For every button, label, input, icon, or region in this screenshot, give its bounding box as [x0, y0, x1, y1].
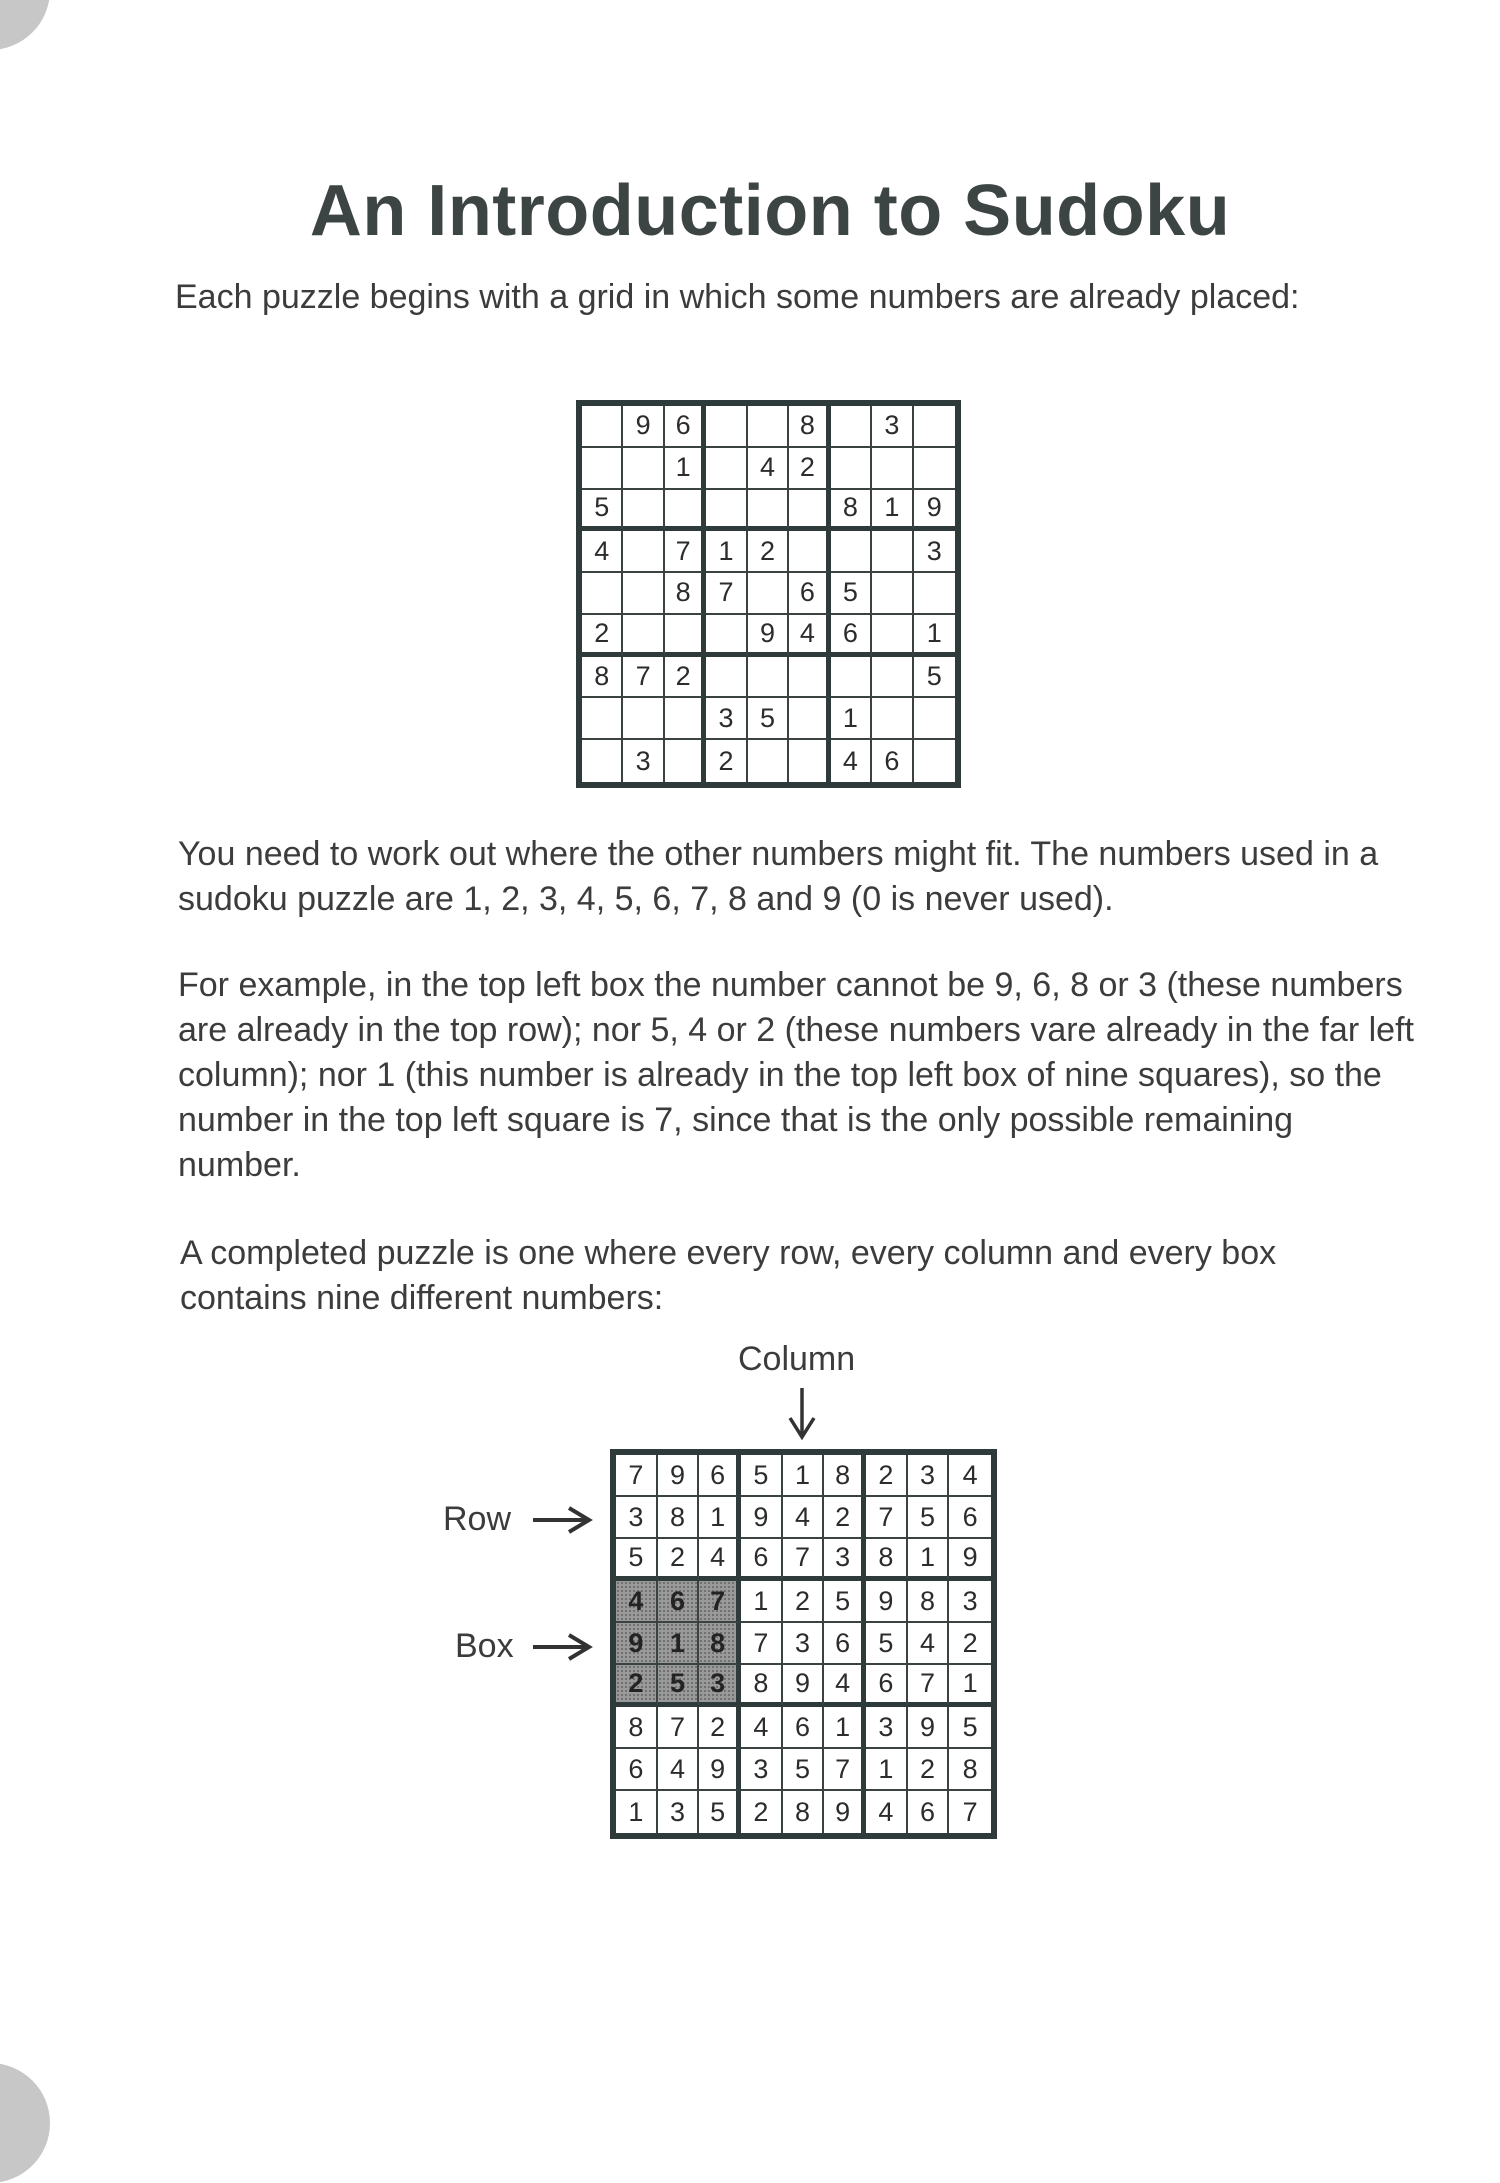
grid-cell: 1: [908, 1539, 950, 1581]
grid-cell: 1: [616, 1791, 658, 1833]
grid-cell: 7: [616, 1455, 658, 1497]
grid-cell: [872, 448, 913, 490]
grid-cell: 9: [748, 615, 789, 657]
grid-cell: 5: [748, 698, 789, 740]
grid-cell: 5: [949, 1707, 991, 1749]
grid-cell: 6: [866, 1665, 908, 1707]
grid-cell: 1: [665, 448, 706, 490]
grid-cell: 2: [866, 1455, 908, 1497]
grid-cell: 8: [908, 1581, 950, 1623]
grid-cell: 3: [949, 1581, 991, 1623]
grid-cell: 2: [748, 531, 789, 573]
grid-cell: 8: [831, 490, 872, 532]
intro-paragraph: Each puzzle begins with a grid in which some numbers are already placed:: [175, 278, 1300, 316]
grid-cell: 4: [908, 1623, 950, 1665]
grid-cell: 4: [949, 1455, 991, 1497]
puzzle-grid: [576, 400, 961, 788]
grid-cell: [623, 698, 664, 740]
grid-cell: 9: [866, 1581, 908, 1623]
page-corner-top-left: [0, 0, 50, 50]
grid-cell: [831, 657, 872, 699]
grid-cell: [872, 698, 913, 740]
grid-cell: 5: [908, 1497, 950, 1539]
grid-cell: 5: [866, 1623, 908, 1665]
grid-cell: 1: [824, 1707, 866, 1749]
grid-cell: [748, 406, 789, 448]
arrow-right-icon: [533, 1505, 593, 1535]
grid-cell: 5: [824, 1581, 866, 1623]
grid-cell: [831, 531, 872, 573]
grid-cell: [872, 657, 913, 699]
grid-cell: 4: [783, 1497, 825, 1539]
example-paragraph: For example, in the top left box the number cannot be 9, 6, 8 or 3 (these numbers are already in the top row); nor 5, 4 or 2 (these numbers vare already in the far left column); nor 1 (this number is already in the top left box of nine squares), so the number in the top left square is 7, since that is the only possible remaining number.: [178, 966, 1414, 1184]
grid-cell: 1: [914, 615, 955, 657]
grid-cell: 9: [616, 1623, 658, 1665]
grid-cell: 5: [699, 1791, 741, 1833]
grid-cell: [706, 490, 747, 532]
grid-cell: 4: [582, 531, 623, 573]
grid-cell: 7: [623, 657, 664, 699]
grid-cell: [914, 406, 955, 448]
grid-cell: 6: [831, 615, 872, 657]
grid-cell: 2: [616, 1665, 658, 1707]
grid-cell: [789, 531, 830, 573]
row-label: Row: [443, 1500, 512, 1538]
grid-cell: 1: [831, 698, 872, 740]
grid-cell: 5: [582, 490, 623, 532]
grid-cell: [623, 615, 664, 657]
grid-cell: 7: [783, 1539, 825, 1581]
grid-cell: 2: [949, 1623, 991, 1665]
grid-cell: 2: [783, 1581, 825, 1623]
grid-cell: 1: [706, 531, 747, 573]
grid-cell: 3: [706, 698, 747, 740]
grid-cell: 7: [824, 1749, 866, 1791]
grid-cell: [914, 448, 955, 490]
grid-cell: [748, 490, 789, 532]
grid-cell: 3: [616, 1497, 658, 1539]
grid-cell: 1: [949, 1665, 991, 1707]
grid-cell: 6: [789, 573, 830, 615]
page-title: An Introduction to Sudoku: [309, 171, 1231, 251]
grid-cell: 2: [741, 1791, 783, 1833]
grid-cell: 3: [824, 1539, 866, 1581]
grid-cell: 8: [665, 573, 706, 615]
grid-cell: [789, 740, 830, 782]
grid-cell: [914, 740, 955, 782]
grid-cell: 1: [872, 490, 913, 532]
grid-cell: 6: [665, 406, 706, 448]
grid-cell: 2: [658, 1539, 700, 1581]
solution-grid: [610, 1449, 997, 1839]
grid-cell: [706, 615, 747, 657]
grid-cell: 4: [616, 1581, 658, 1623]
grid-cell: [872, 615, 913, 657]
grid-cell: [914, 698, 955, 740]
grid-cell: 8: [866, 1539, 908, 1581]
page-corner-bottom-left: [0, 2063, 50, 2183]
grid-cell: 8: [741, 1665, 783, 1707]
grid-cell: 1: [658, 1623, 700, 1665]
grid-cell: 5: [914, 657, 955, 699]
grid-cell: [623, 490, 664, 532]
grid-cell: 8: [783, 1791, 825, 1833]
grid-cell: 8: [658, 1497, 700, 1539]
grid-cell: 3: [866, 1707, 908, 1749]
grid-cell: 4: [824, 1665, 866, 1707]
grid-cell: 6: [616, 1749, 658, 1791]
grid-cell: 5: [658, 1665, 700, 1707]
grid-cell: [789, 490, 830, 532]
grid-cell: 9: [699, 1749, 741, 1791]
grid-cell: 6: [699, 1455, 741, 1497]
grid-cell: 9: [824, 1791, 866, 1833]
grid-cell: [872, 531, 913, 573]
grid-cell: 4: [699, 1539, 741, 1581]
column-label: Column: [738, 1340, 856, 1378]
grid-cell: 4: [658, 1749, 700, 1791]
grid-cell: 9: [908, 1707, 950, 1749]
grid-cell: 1: [866, 1749, 908, 1791]
grid-cell: 6: [872, 740, 913, 782]
grid-cell: [623, 531, 664, 573]
grid-cell: [789, 657, 830, 699]
grid-cell: 9: [949, 1539, 991, 1581]
grid-cell: 7: [908, 1665, 950, 1707]
grid-cell: 5: [831, 573, 872, 615]
grid-cell: [582, 406, 623, 448]
grid-cell: [582, 448, 623, 490]
grid-cell: 3: [658, 1791, 700, 1833]
grid-cell: [831, 448, 872, 490]
numbers-paragraph: You need to work out where the other numbers might fit. The numbers used in a sudoku puzzle are 1, 2, 3, 4, 5, 6, 7, 8 and 9 (0 is never used).: [178, 835, 1379, 918]
grid-cell: [914, 573, 955, 615]
grid-cell: 8: [616, 1707, 658, 1749]
grid-cell: 2: [699, 1707, 741, 1749]
grid-cell: 6: [949, 1497, 991, 1539]
grid-cell: [665, 698, 706, 740]
grid-cell: 3: [699, 1665, 741, 1707]
grid-cell: 8: [582, 657, 623, 699]
grid-cell: [748, 657, 789, 699]
grid-cell: 7: [665, 531, 706, 573]
completed-paragraph: A completed puzzle is one where every row, every column and every box contains nine different numbers:: [180, 1234, 1277, 1317]
grid-cell: 1: [783, 1455, 825, 1497]
grid-cell: 3: [908, 1455, 950, 1497]
grid-cell: 6: [824, 1623, 866, 1665]
grid-cell: 4: [831, 740, 872, 782]
grid-cell: [748, 740, 789, 782]
grid-cell: [748, 573, 789, 615]
grid-cell: 2: [908, 1749, 950, 1791]
grid-cell: 9: [741, 1497, 783, 1539]
grid-cell: [706, 406, 747, 448]
grid-cell: 1: [741, 1581, 783, 1623]
box-label: Box: [455, 1627, 514, 1665]
grid-cell: 3: [623, 740, 664, 782]
grid-cell: 2: [665, 657, 706, 699]
grid-cell: [665, 740, 706, 782]
grid-cell: 8: [699, 1623, 741, 1665]
grid-cell: 8: [949, 1749, 991, 1791]
grid-cell: 6: [658, 1581, 700, 1623]
grid-cell: [582, 698, 623, 740]
grid-cell: 6: [908, 1791, 950, 1833]
grid-cell: 3: [783, 1623, 825, 1665]
grid-cell: [582, 573, 623, 615]
grid-cell: [623, 573, 664, 615]
grid-cell: 6: [741, 1539, 783, 1581]
grid-cell: [872, 573, 913, 615]
grid-cell: 7: [706, 573, 747, 615]
grid-cell: [623, 448, 664, 490]
grid-cell: 4: [741, 1707, 783, 1749]
arrow-right-icon: [533, 1632, 593, 1662]
grid-cell: 9: [783, 1665, 825, 1707]
grid-cell: [665, 615, 706, 657]
grid-cell: 6: [783, 1707, 825, 1749]
grid-cell: 4: [748, 448, 789, 490]
grid-cell: 3: [914, 531, 955, 573]
grid-cell: 2: [789, 448, 830, 490]
grid-cell: 7: [962, 1796, 978, 1827]
grid-cell: [789, 698, 830, 740]
grid-cell: 7: [741, 1623, 783, 1665]
grid-cell: 2: [706, 740, 747, 782]
grid-cell: [706, 657, 747, 699]
grid-cell: 7: [699, 1581, 741, 1623]
grid-cell: 2: [824, 1497, 866, 1539]
grid-cell: 5: [741, 1455, 783, 1497]
grid-cell: 8: [824, 1455, 866, 1497]
grid-cell: 9: [658, 1455, 700, 1497]
grid-cell: 2: [582, 615, 623, 657]
grid-cell: 9: [623, 406, 664, 448]
arrow-down-icon: [788, 1388, 816, 1440]
grid-cell: 1: [699, 1497, 741, 1539]
grid-cell: [582, 740, 623, 782]
grid-cell: [706, 448, 747, 490]
grid-cell: 7: [866, 1497, 908, 1539]
grid-cell: [831, 406, 872, 448]
grid-cell: [665, 490, 706, 532]
grid-cell: 5: [783, 1749, 825, 1791]
grid-cell: 3: [872, 406, 913, 448]
grid-cell: 8: [789, 406, 830, 448]
grid-cell: 4: [789, 615, 830, 657]
grid-cell: 7: [658, 1707, 700, 1749]
grid-cell: 4: [866, 1791, 908, 1833]
grid-cell: 5: [616, 1539, 658, 1581]
grid-cell: 3: [741, 1749, 783, 1791]
grid-cell: 9: [914, 490, 955, 532]
